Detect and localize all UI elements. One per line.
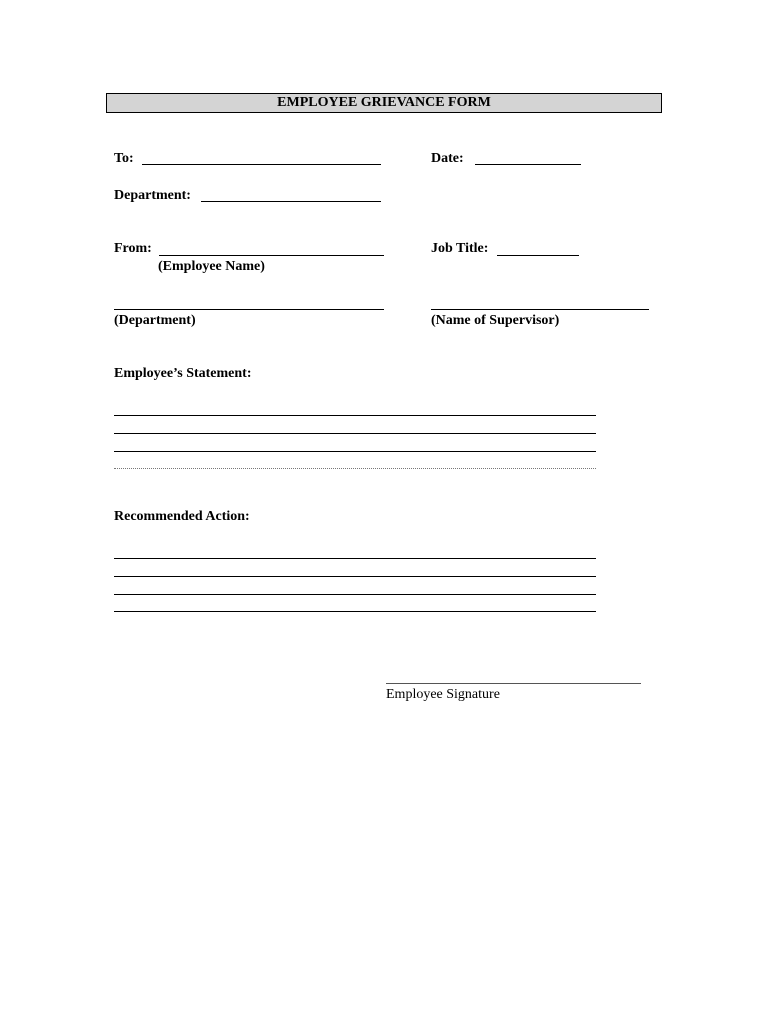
supervisor-field-line[interactable] <box>431 309 649 310</box>
signature-line[interactable] <box>386 683 641 684</box>
department-caption: (Department) <box>114 313 196 328</box>
statement-line-3[interactable] <box>114 451 596 452</box>
department-field-line[interactable] <box>201 201 381 202</box>
statement-line-2[interactable] <box>114 433 596 434</box>
from-field-line[interactable] <box>159 255 384 256</box>
statement-label: Employee’s Statement: <box>114 366 252 381</box>
supervisor-caption: (Name of Supervisor) <box>431 313 560 328</box>
recommended-line-4[interactable] <box>114 611 596 612</box>
job-title-label: Job Title: <box>431 241 489 256</box>
department-label: Department: <box>114 188 191 203</box>
statement-line-1[interactable] <box>114 415 596 416</box>
form-title-box <box>106 93 662 113</box>
to-label: To: <box>114 151 134 166</box>
statement-line-4[interactable] <box>114 468 596 469</box>
recommended-line-1[interactable] <box>114 558 596 559</box>
department-signature-line[interactable] <box>114 309 384 310</box>
date-field-line[interactable] <box>475 164 581 165</box>
to-field-line[interactable] <box>142 164 381 165</box>
employee-name-caption: (Employee Name) <box>158 259 265 274</box>
form-title: EMPLOYEE GRIEVANCE FORM <box>277 95 491 110</box>
date-label: Date: <box>431 151 464 166</box>
from-label: From: <box>114 241 152 256</box>
recommended-line-2[interactable] <box>114 576 596 577</box>
recommended-action-label: Recommended Action: <box>114 509 250 524</box>
signature-caption: Employee Signature <box>386 687 500 702</box>
recommended-line-3[interactable] <box>114 594 596 595</box>
job-title-field-line[interactable] <box>497 255 579 256</box>
